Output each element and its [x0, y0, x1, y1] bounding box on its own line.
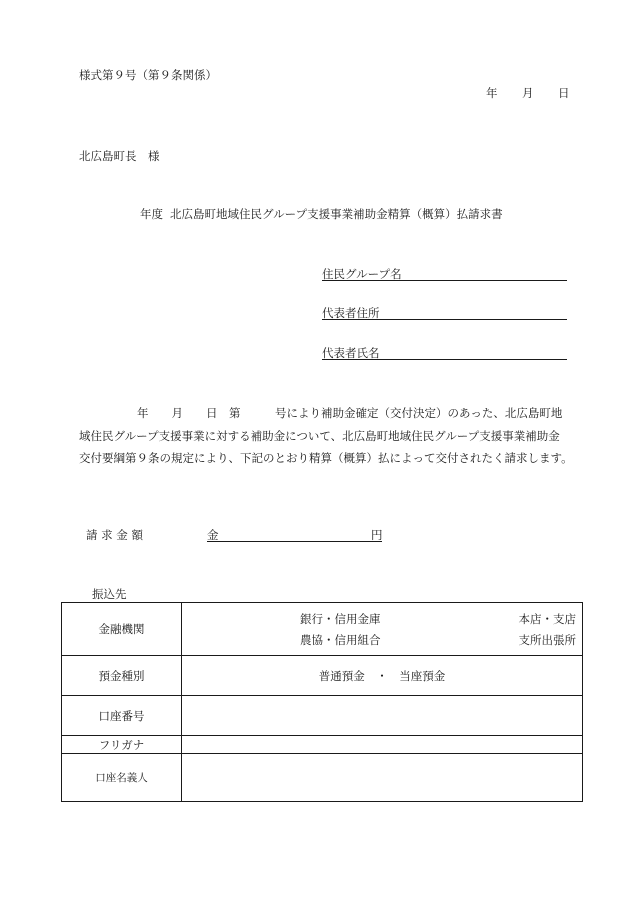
bank-row — [62, 603, 583, 656]
holder-row — [62, 754, 583, 802]
transfer-heading: 振込先 — [92, 587, 127, 601]
claim-amount-line — [207, 541, 382, 542]
rep-name-label: 代表者氏名 — [322, 346, 380, 360]
claim-prefix: 金 — [207, 528, 219, 542]
holder-label: 口座名義人 — [62, 754, 182, 802]
group-name-label: 住民グループ名 — [322, 267, 402, 281]
document-title: 北広島町地域住民グループ支援事業補助金精算（概算）払請求書 — [170, 207, 503, 221]
body-line-2: 域住民グループ支援事業に対する補助金について、北広島町地域住民グループ支援事業補助金 — [79, 429, 560, 443]
deposit-row — [62, 656, 583, 696]
furigana-row — [62, 736, 583, 754]
holder-cell[interactable] — [182, 754, 583, 802]
rep-name-line — [322, 359, 567, 360]
bank-type-1: 銀行・信用金庫 — [300, 612, 381, 626]
branch-type-1: 本店・支店 — [518, 612, 576, 626]
date-day-label: 日 — [558, 86, 570, 100]
body-line-1: 年 月 日 第 号により補助金確定（交付決定）のあった、北広島町地 — [137, 406, 563, 420]
bank-label: 金融機関 — [62, 603, 182, 656]
form-number: 様式第９号（第９条関係） — [79, 68, 217, 82]
title-era: 年度 — [140, 207, 163, 221]
addressee: 北広島町長 様 — [79, 149, 160, 163]
branch-type-2: 支所出張所 — [518, 633, 576, 647]
bank-cell[interactable] — [182, 603, 583, 656]
account-number-row — [62, 696, 583, 736]
bank-type-2: 農協・信用組合 — [300, 633, 381, 647]
rep-address-label: 代表者住所 — [322, 306, 380, 320]
deposit-options[interactable]: 普通預金 ・ 当座預金 — [182, 656, 583, 696]
group-name-line — [322, 280, 567, 281]
claim-label: 請 求 金 額 — [86, 528, 143, 542]
date-year-label: 年 — [486, 86, 498, 100]
date-month-label: 月 — [522, 86, 534, 100]
furigana-label: フリガナ — [62, 736, 182, 754]
account-number-label: 口座番号 — [62, 696, 182, 736]
body-line-3: 交付要綱第９条の規定により、下記のとおり精算（概算）払によって交付されたく請求します。 — [79, 451, 573, 465]
bank-account-table — [61, 602, 583, 802]
account-number-cell[interactable] — [182, 696, 583, 736]
rep-address-line — [322, 319, 567, 320]
furigana-cell[interactable] — [182, 736, 583, 754]
deposit-label: 預金種別 — [62, 656, 182, 696]
claim-suffix: 円 — [371, 528, 383, 542]
